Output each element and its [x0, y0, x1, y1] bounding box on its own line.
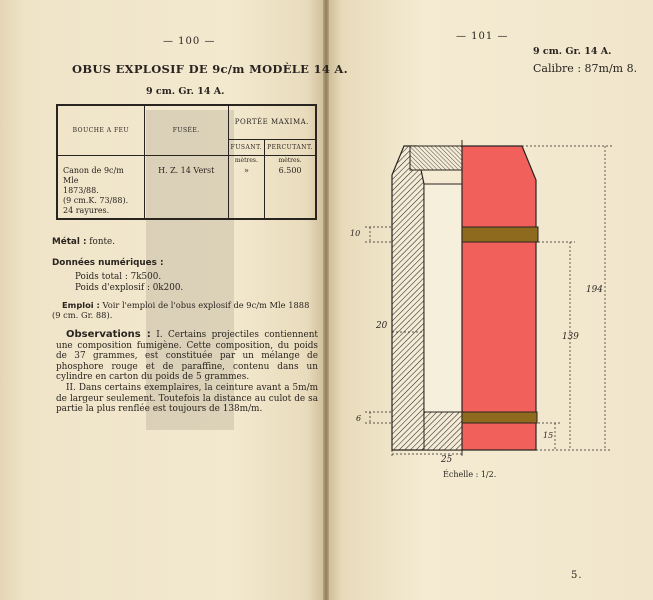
caliber-label: Calibre : 87m/m 8.	[533, 62, 638, 75]
left-page-number: — 100 —	[163, 36, 216, 47]
driving-band-front	[462, 227, 538, 242]
shell-cavity	[424, 184, 462, 412]
donnees-label: Données numériques :	[52, 258, 164, 268]
bouche-line-3: (9 cm.K. 73/88).	[63, 196, 129, 205]
observations-p2: II. Dans certains exemplaires, la ceinture avant a 5m/m de largeur seulement. Toutefois la distance au culot de sa partie la plus renflée est toujours de 138m/m.	[56, 382, 318, 415]
shell-exterior	[462, 146, 536, 450]
emploi-text: Voir l'emploi de l'obus explosif de 9c/m Mle 1888 (9 cm. Gr. 88).	[52, 300, 310, 320]
header-portee: PORTÉE MAXIMA.	[228, 105, 316, 139]
shell-base	[424, 412, 462, 450]
observations-label: Observations :	[66, 329, 151, 340]
bouche-line-1: Canon de 9c/m Mle	[63, 166, 124, 185]
unit-fusant: mètres.	[228, 155, 264, 165]
header-fusant: FUSANT.	[228, 139, 264, 155]
header-percutant: PERCUTANT.	[265, 139, 316, 155]
cell-fusant: »	[228, 165, 264, 219]
driving-band-rear	[462, 412, 537, 423]
header-fusee: FUSÉE.	[144, 105, 228, 155]
page-title: OBUS EXPLOSIF DE 9c/m MODÈLE 14 A.	[72, 62, 348, 76]
fuze-threads	[410, 146, 462, 170]
unit-percutant: mètres.	[265, 155, 316, 165]
dim-139: 139	[562, 332, 579, 342]
bouche-line-2: 1873/88.	[63, 186, 99, 195]
dim-10: 10	[350, 229, 361, 238]
dim-20: 20	[376, 321, 388, 331]
dim-15: 15	[543, 431, 554, 440]
right-page-number: — 101 —	[456, 31, 509, 42]
right-subtitle: 9 cm. Gr. 14 A.	[533, 46, 612, 57]
poids-explosif: Poids d'explosif : 0k200.	[75, 283, 184, 293]
cell-percutant: 6.500	[265, 165, 316, 219]
metal-label: Métal :	[52, 237, 87, 247]
header-bouche: BOUCHE A FEU	[57, 105, 144, 155]
dim-194: 194	[586, 285, 603, 295]
dim-25: 25	[441, 455, 453, 465]
dim-6: 6	[356, 414, 362, 423]
bouche-line-4: 24 rayures.	[63, 206, 110, 215]
footer-number: 5.	[571, 570, 583, 581]
cell-fusee: H. Z. 14 Verst	[144, 165, 228, 219]
emploi-label: Emploi :	[62, 300, 100, 310]
poids-total: Poids total : 7k500.	[75, 272, 162, 282]
scale-label: Échelle : 1/2.	[443, 470, 497, 479]
metal-value: fonte.	[89, 237, 116, 247]
left-subtitle: 9 cm. Gr. 14 A.	[146, 86, 225, 97]
observations-p1: I. Certains projectiles contiennent une composition fumigène. Cette composition, du poids de 37 grammes, est constituée par un mélange de phosphore rouge et de paraffine, contenu dans un cylindre en carton du poids de 5 grammes.	[56, 330, 318, 383]
